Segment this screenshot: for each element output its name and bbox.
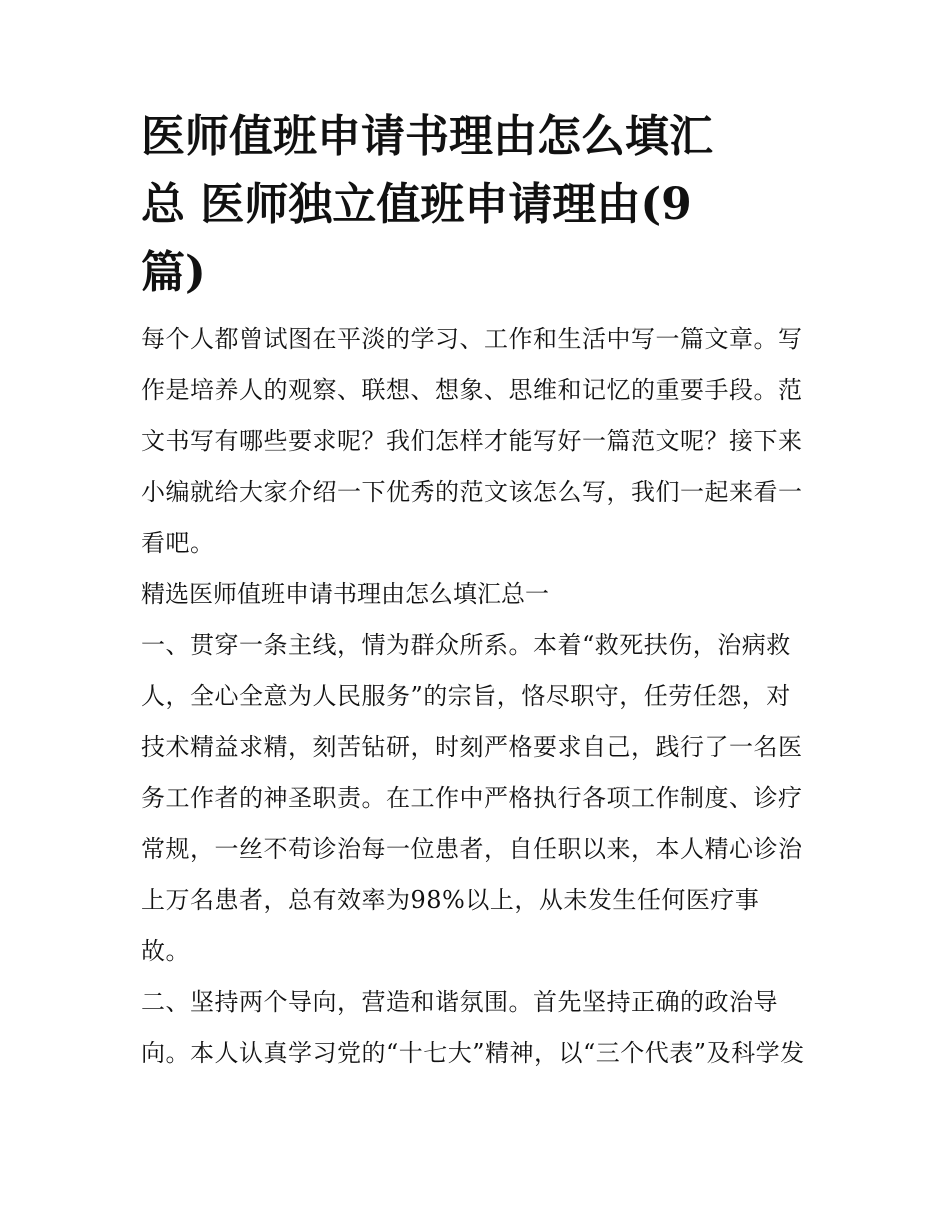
point-two-paragraph <box>141 987 813 1068</box>
paragraph-line: 故。 <box>141 937 190 965</box>
title-line: 篇) <box>141 247 206 298</box>
paragraph-line: 一、贯穿一条主线，情为群众所系。本着“救死扶伤，治病救 <box>141 631 791 659</box>
paragraph-line: 技术精益求精，刻苦钻研，时刻严格要求自己，践行了一名医 <box>141 733 803 761</box>
paragraph-line: 人，全心全意为人民服务”的宗旨，恪尽职守，任劳任怨，对 <box>141 682 791 710</box>
paragraph-line: 看吧。 <box>141 529 215 557</box>
paragraph-line: 常规，一丝不苟诊治每一位患者，自任职以来，本人精心诊治 <box>141 835 803 863</box>
paragraph-line: 文书写有哪些要求呢？我们怎样才能写好一篇范文呢？接下来 <box>141 427 803 455</box>
paragraph-line: 每个人都曾试图在平淡的学习、工作和生活中写一篇文章。写 <box>141 325 803 353</box>
title-line: 医师值班申请书理由怎么填汇 <box>141 111 713 162</box>
document-title <box>141 112 813 298</box>
paragraph-line: 小编就给大家介绍一下优秀的范文该怎么写，我们一起来看一 <box>141 478 803 506</box>
intro-paragraph <box>141 324 813 558</box>
paragraph-line: 务工作者的神圣职责。在工作中严格执行各项工作制度、诊疗 <box>141 784 803 812</box>
section-heading: 精选医师值班申请书理由怎么填汇总一 <box>141 580 549 608</box>
paragraph-line: 二、坚持两个导向，营造和谐氛围。首先坚持正确的政治导 <box>141 988 778 1016</box>
point-one-paragraph <box>141 630 813 966</box>
paragraph-line: 作是培养人的观察、联想、想象、思维和记忆的重要手段。范 <box>141 376 803 404</box>
paragraph-line: 向。本人认真学习党的“十七大”精神，以“三个代表”及科学发 <box>141 1039 805 1067</box>
paragraph-line: 上万名患者，总有效率为98%以上，从未发生任何医疗事 <box>141 886 760 914</box>
title-line: 总 医师独立值班申请理由(9 <box>141 179 692 230</box>
document-page <box>141 112 813 1089</box>
